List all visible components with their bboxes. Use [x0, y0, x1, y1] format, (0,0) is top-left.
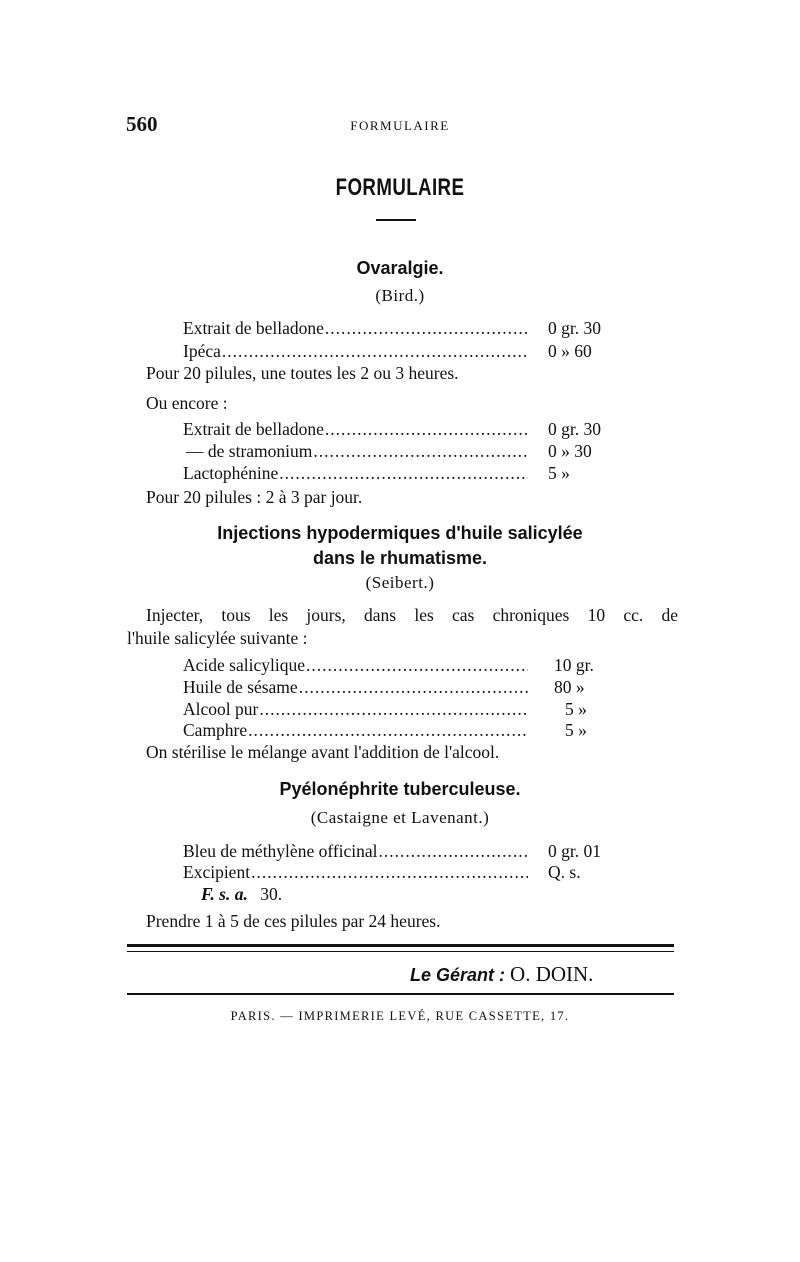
ingredient-name: Huile de sésame [183, 677, 298, 697]
section-injections-title: Injections hypodermiques d'huile salicylée [217, 523, 583, 543]
instruction-text: Pour 20 pilules : 2 à 3 par jour. [146, 487, 363, 507]
ingredient-qty: 80 » [554, 677, 585, 697]
note-text: On stérilise le mélange avant l'addition de l'alcool. [146, 742, 500, 762]
page-number: 560 [126, 112, 158, 136]
ingredient-row [183, 655, 528, 676]
leader-dots [222, 341, 528, 362]
title-rule [376, 219, 416, 221]
body-text: Injecter, tous les jours, dans les cas chroniques 10 cc. de [146, 605, 678, 625]
ingredient-qty: 0 gr. 30 [548, 419, 601, 439]
fsa-value: 30. [260, 884, 283, 904]
ingredient-name: — de stramonium [186, 441, 313, 461]
ingredient-name: Alcool pur [183, 699, 259, 719]
ingredient-row [183, 720, 528, 741]
ingredient-row [183, 341, 528, 362]
ingredient-row [183, 441, 528, 462]
gerant-name: O. DOIN. [510, 962, 594, 986]
main-title: FORMULAIRE [335, 174, 465, 201]
section-ovaralgie-title: Ovaralgie. [356, 258, 444, 278]
ingredient-row [183, 841, 528, 862]
ingredient-qty: 10 gr. [554, 655, 594, 675]
ingredient-qty: 0 gr. 30 [548, 318, 601, 338]
leader-dots [379, 841, 528, 862]
ingredient-name: Camphre [183, 720, 248, 740]
running-title: FORMULAIRE [350, 118, 450, 133]
ingredient-row [183, 862, 528, 883]
section-ovaralgie-author: (Bird.) [375, 286, 425, 305]
ingredient-name: Acide salicylique [183, 655, 305, 675]
ingredient-qty: Q. s. [548, 862, 581, 882]
ingredient-qty: 5 » [548, 463, 570, 483]
body-text: l'huile salicylée suivante : [127, 628, 308, 648]
leader-dots [306, 655, 528, 676]
running-head [126, 112, 674, 142]
gerant-label: Le Gérant : [410, 965, 506, 985]
footer-double-rule-top [127, 944, 674, 947]
ingredient-name: Bleu de méthylène officinal [183, 841, 378, 861]
imprint: PARIS. — IMPRIMERIE LEVÉ, RUE CASSETTE, 17. [230, 1009, 570, 1023]
alt-label: Ou encore : [146, 393, 228, 413]
leader-dots [279, 463, 528, 484]
ingredient-name: Lactophénine [183, 463, 279, 483]
section-injections-title-line2: dans le rhumatisme. [312, 548, 488, 568]
ingredient-row [183, 419, 528, 440]
leader-dots [325, 318, 528, 339]
ingredient-row [183, 677, 528, 698]
instruction-text: Pour 20 pilules, une toutes les 2 ou 3 heures. [146, 363, 459, 383]
leader-dots [299, 677, 528, 698]
ingredient-name: Excipient [183, 862, 251, 882]
ingredient-qty: 5 » [565, 699, 587, 719]
section-pyelonephrite-author: (Castaigne et Lavenant.) [310, 808, 490, 827]
imprint-rule [127, 993, 674, 995]
ingredient-qty: 0 » 60 [548, 341, 592, 361]
ingredient-name: Ipéca [183, 341, 221, 361]
gerant-line [410, 962, 593, 987]
footer-double-rule-bottom [127, 951, 674, 952]
ingredient-row [183, 463, 528, 484]
leader-dots [251, 862, 528, 883]
ingredient-row [183, 318, 528, 339]
leader-dots [248, 720, 528, 741]
ingredient-name: Extrait de belladone [183, 419, 324, 439]
ingredient-name: Extrait de belladone [183, 318, 324, 338]
section-pyelonephrite-title: Pyélonéphrite tuberculeuse. [279, 779, 521, 799]
section-injections-author: (Seibert.) [365, 573, 435, 592]
instruction-text: Prendre 1 à 5 de ces pilules par 24 heures. [146, 911, 441, 931]
ingredient-row [183, 699, 528, 720]
ingredient-qty: 0 gr. 01 [548, 841, 601, 861]
leader-dots [259, 699, 528, 720]
leader-dots [325, 419, 528, 440]
leader-dots [313, 441, 528, 462]
fsa-line [201, 884, 282, 905]
fsa-label: F. s. a. [201, 884, 248, 904]
ingredient-qty: 5 » [565, 720, 587, 740]
ingredient-qty: 0 » 30 [548, 441, 592, 461]
